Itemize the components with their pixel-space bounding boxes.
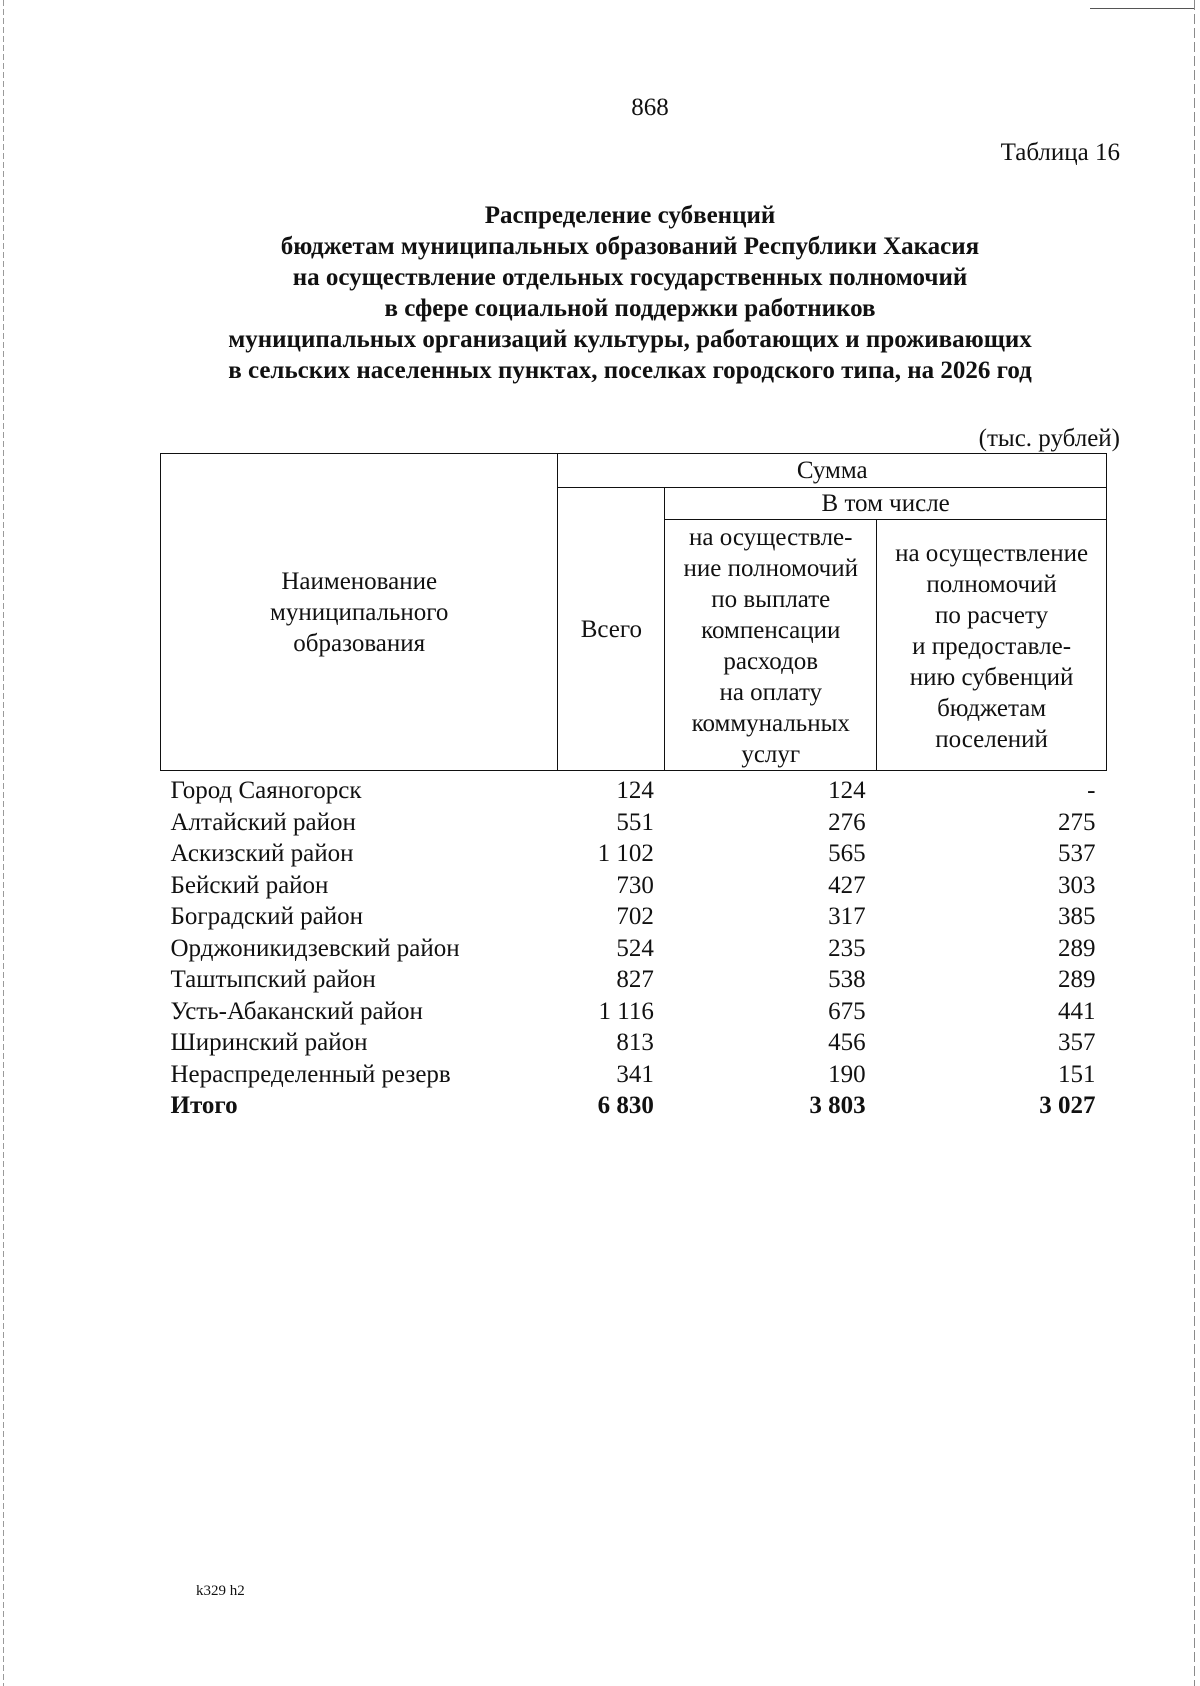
cell-total: 6 830 [597, 1092, 654, 1120]
table-row [161, 838, 1107, 870]
title-line: в сельских населенных пунктах, поселках городского типа, на 2026 год [228, 357, 1032, 384]
cell-utilities: 276 [828, 808, 866, 836]
cell-name: Таштыпский район [170, 966, 376, 994]
cell-name: Орджоникидзевский район [170, 934, 460, 962]
table-row [161, 996, 1107, 1028]
cell-name: Итого [170, 1092, 238, 1120]
cell-utilities: 538 [828, 966, 866, 994]
cell-total: 551 [616, 808, 654, 836]
cell-total: 827 [616, 966, 654, 994]
header-name-line: Наименование [281, 567, 438, 595]
cell-name: Нераспределенный резерв [170, 1060, 451, 1088]
header-utilities-line: по выплате [711, 586, 831, 613]
title-line: Распределение субвенций [484, 202, 776, 229]
cell-settlements: 3 027 [1039, 1092, 1096, 1120]
title-line: на осуществление отдельных государственных полномочий [292, 264, 968, 291]
header-settlements-line: бюджетам [937, 694, 1047, 722]
cell-utilities: 190 [828, 1060, 866, 1088]
header-settlements-line: по расчету [935, 601, 1049, 629]
cell-settlements: 275 [1058, 808, 1096, 836]
units-label: (тыс. рублей) [978, 425, 1120, 452]
cell-total: 524 [616, 934, 654, 962]
table-body [161, 771, 1107, 1122]
cell-settlements: 385 [1058, 903, 1096, 931]
scan-edge-left [3, 0, 4, 1686]
header-settlements-line: полномочий [926, 570, 1057, 598]
cell-total: 730 [616, 871, 654, 899]
header-utilities-line: коммунальных [691, 710, 850, 737]
header-utilities-line: расходов [723, 648, 819, 675]
title-line: муниципальных организаций культуры, работающих и проживающих [228, 326, 1032, 353]
header-utilities-line: на оплату [719, 679, 823, 706]
header-settlements [877, 520, 1107, 771]
cell-settlements: 537 [1058, 840, 1096, 868]
cell-settlements: 289 [1058, 934, 1096, 962]
header-utilities-line: на осуществле- [689, 524, 853, 551]
cell-utilities: 675 [828, 997, 866, 1025]
header-utilities-line: ние полномочий [683, 555, 859, 582]
page-number: 868 [631, 94, 669, 121]
header-total: Всего [558, 488, 665, 771]
header-utilities [665, 520, 877, 771]
cell-utilities: 235 [828, 934, 866, 962]
cell-utilities: 317 [828, 903, 866, 931]
cell-utilities: 3 803 [809, 1092, 866, 1120]
scan-edge-right [1194, 0, 1195, 1686]
header-name-line: муниципального [270, 598, 449, 626]
subventions-table [160, 453, 1107, 1122]
cell-utilities: 565 [828, 840, 866, 868]
cell-name: Аскизский район [170, 840, 354, 868]
cell-name: Город Саяногорск [170, 777, 362, 805]
header-utilities-line: компенсации [701, 617, 841, 644]
header-settlements-line: на осуществление [895, 539, 1089, 567]
header-settlements-line: поселений [935, 725, 1048, 753]
scan-corner-line [1090, 8, 1194, 9]
cell-name: Бейский район [170, 871, 329, 899]
cell-name: Ширинский район [170, 1029, 368, 1057]
header-settlements-line: нию субвенций [909, 663, 1074, 691]
table-row [161, 901, 1107, 933]
footer-code: k329 h2 [196, 1583, 245, 1599]
cell-settlements: 151 [1058, 1060, 1096, 1088]
cell-settlements: 289 [1058, 966, 1096, 994]
header-utilities-line: услуг [741, 741, 801, 768]
table-label: Таблица 16 [1000, 139, 1120, 166]
header-sum: Сумма [558, 454, 1107, 488]
cell-total: 1 116 [598, 997, 654, 1025]
table-row [161, 771, 1107, 807]
cell-settlements: 303 [1058, 871, 1096, 899]
cell-name: Алтайский район [170, 808, 356, 836]
table-row [161, 933, 1107, 965]
title-line: в сфере социальной поддержки работников [384, 295, 876, 322]
table-row [161, 964, 1107, 996]
cell-name: Боградский район [170, 903, 364, 931]
header-including: В том числе [665, 488, 1107, 520]
table-total-row [161, 1090, 1107, 1122]
cell-total: 341 [616, 1060, 654, 1088]
table-header [161, 454, 1107, 771]
cell-settlements: - [1087, 777, 1096, 805]
cell-total: 124 [616, 777, 654, 805]
table-row [161, 807, 1107, 839]
document-title [150, 200, 1110, 386]
cell-total: 813 [616, 1029, 654, 1057]
cell-utilities: 427 [828, 871, 866, 899]
header-settlements-line: и предоставле- [912, 632, 1072, 660]
title-line: бюджетам муниципальных образований Республики Хакасия [280, 233, 980, 260]
cell-settlements: 357 [1058, 1029, 1096, 1057]
cell-total: 702 [616, 903, 654, 931]
cell-utilities: 456 [828, 1029, 866, 1057]
cell-name: Усть-Абаканский район [170, 997, 423, 1025]
header-name [161, 454, 558, 771]
cell-utilities: 124 [828, 777, 866, 805]
cell-total: 1 102 [597, 840, 654, 868]
table-row [161, 870, 1107, 902]
table-row [161, 1059, 1107, 1091]
table-row [161, 1027, 1107, 1059]
header-name-line: образования [293, 629, 426, 657]
cell-settlements: 441 [1058, 997, 1096, 1025]
